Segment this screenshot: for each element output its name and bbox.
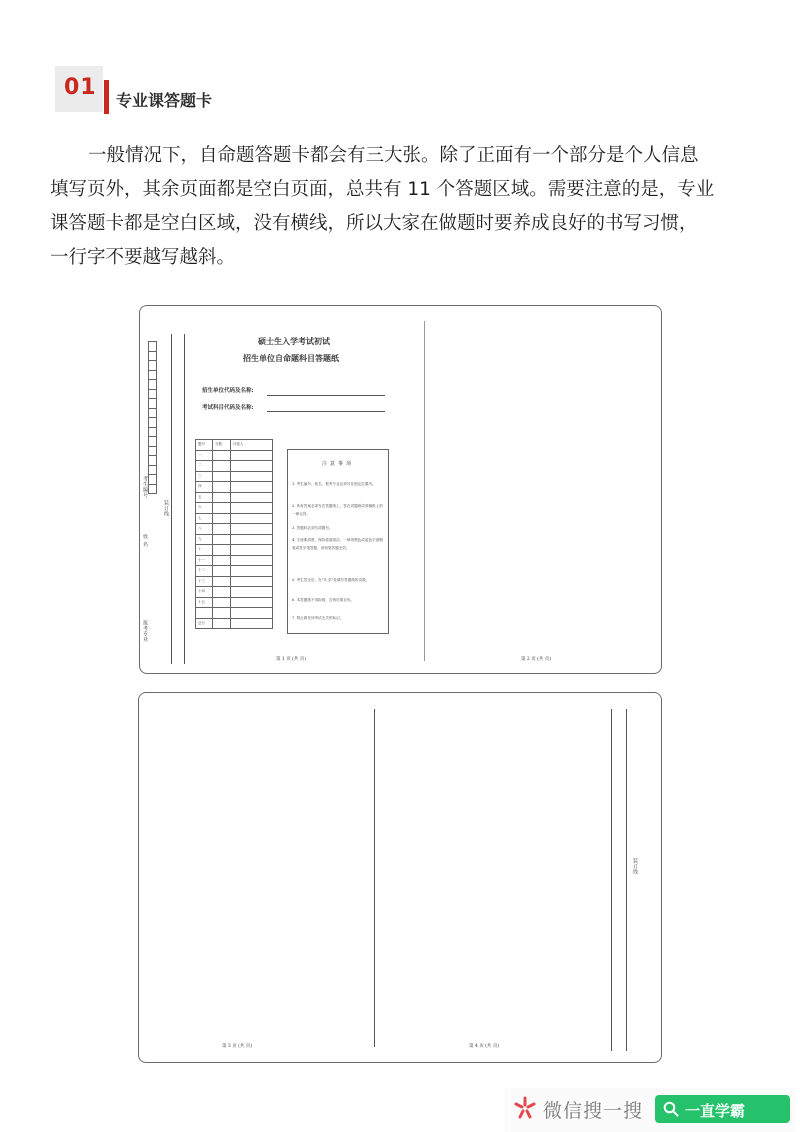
side-label-major: 报考专业 [142, 620, 148, 642]
table-header: 分数 [213, 440, 231, 451]
grader-cell[interactable] [231, 450, 273, 461]
grader-cell[interactable] [231, 503, 273, 514]
question-number: 总分 [196, 618, 213, 629]
paragraph-line: 填写页外，其余页面都是空白页面，总共有 11 个答题区域。需要注意的是，专业 [50, 179, 715, 200]
question-number: 十三 [196, 576, 213, 587]
question-number: 九 [196, 534, 213, 545]
answer-sheet-back [138, 692, 662, 1063]
score-table [195, 439, 273, 629]
table-row [196, 503, 273, 514]
paragraph-line: 一行字不要越写越斜。 [50, 247, 236, 268]
grader-cell[interactable] [231, 587, 273, 598]
grader-cell[interactable] [231, 471, 273, 482]
question-number: 七 [196, 513, 213, 524]
notice-box [287, 449, 389, 634]
page-number-1: 第 1 页 (共 页) [276, 657, 307, 662]
table-row [196, 608, 273, 619]
table-row [196, 587, 273, 598]
question-number: 四 [196, 482, 213, 493]
page-divider [374, 709, 375, 1047]
question-number: 二 [196, 461, 213, 472]
grader-cell[interactable] [231, 492, 273, 503]
table-header: 题号 [196, 440, 213, 451]
score-cell[interactable] [213, 524, 231, 535]
notice-item: 7. 禁止做任何考试无关的标记。 [292, 616, 344, 620]
wechat-search-icon [513, 1096, 537, 1124]
question-number: 十一 [196, 555, 213, 566]
score-cell[interactable] [213, 471, 231, 482]
binding-line-2 [626, 709, 627, 1051]
grader-cell[interactable] [231, 576, 273, 587]
grader-cell[interactable] [231, 555, 273, 566]
table-row [196, 534, 273, 545]
score-cell[interactable] [213, 513, 231, 524]
binding-line-2 [184, 334, 185, 664]
account-name: 一直学霸 [685, 1102, 746, 1120]
score-cell[interactable] [213, 597, 231, 608]
question-number: 十五 [196, 597, 213, 608]
question-number: 五 [196, 492, 213, 503]
table-row [196, 566, 273, 577]
notice-item: 2. 所有答案必须写在答题纸上，答在试题纸或草稿纸上的一律无效。 [292, 504, 383, 516]
table-row [196, 576, 273, 587]
score-cell[interactable] [213, 503, 231, 514]
page-number-4: 第 4 页 (共 页) [469, 1044, 500, 1049]
grader-cell[interactable] [231, 566, 273, 577]
section-number: 01 [64, 75, 97, 100]
table-row [196, 471, 273, 482]
side-label-binding: 装订线 [163, 500, 169, 517]
grader-cell[interactable] [231, 524, 273, 535]
grader-cell[interactable] [231, 618, 273, 629]
score-cell[interactable] [213, 482, 231, 493]
score-cell[interactable] [213, 587, 231, 598]
grader-cell[interactable] [231, 545, 273, 556]
section-accent-bar [104, 80, 109, 114]
account-search-badge[interactable] [655, 1095, 790, 1123]
table-header-row [196, 440, 273, 451]
unit-code-input-line [267, 395, 385, 396]
table-header: 评卷人 [231, 440, 273, 451]
binding-label: 装订线 [632, 858, 638, 875]
question-number: 三 [196, 471, 213, 482]
grader-cell[interactable] [231, 461, 273, 472]
intro-paragraph [50, 139, 755, 275]
question-number: 六 [196, 503, 213, 514]
table-row [196, 513, 273, 524]
grader-cell[interactable] [231, 608, 273, 619]
paragraph-line: 课答题卡都是空白区域，没有横线，所以大家在做题时要养成良好的书写习惯， [50, 213, 698, 234]
score-cell[interactable] [213, 492, 231, 503]
notice-item: 3. 答题时必须写清题号。 [292, 526, 333, 530]
table-row [196, 461, 273, 472]
subject-code-input-line [267, 411, 385, 412]
table-row [196, 618, 273, 629]
table-row [196, 482, 273, 493]
score-cell[interactable] [213, 534, 231, 545]
binding-line-1 [611, 709, 612, 1051]
side-label-name: 姓 名 [142, 534, 148, 548]
score-cell[interactable] [213, 555, 231, 566]
section-title: 专业课答题卡 [116, 91, 213, 110]
binding-line-1 [171, 334, 172, 664]
candidate-code-grid [148, 341, 157, 494]
grader-cell[interactable] [231, 513, 273, 524]
score-cell[interactable] [213, 566, 231, 577]
notice-title: 注意事项 [321, 461, 354, 467]
side-label-candidate-no: 考生编号 [142, 476, 148, 498]
table-row [196, 545, 273, 556]
question-number: 一 [196, 450, 213, 461]
page-divider [424, 321, 425, 661]
notice-item: 1. 考生编号、姓名、报考专业必须写在指定位置内。 [292, 482, 376, 486]
paragraph-line: 一般情况下，自命题答题卡都会有三大张。除了正面有一个部分是个人信息 [88, 145, 699, 166]
score-cell[interactable] [213, 545, 231, 556]
question-number: 十二 [196, 566, 213, 577]
notice-item: 4. 字迹要清楚，保持卷面清洁，一律用黑色或蓝色字迹钢笔或签字笔答题，用铅笔答题无效。 [292, 538, 383, 550]
card-title: 硕士生入学考试初试 [258, 336, 330, 346]
notice-item: 6. 本答题纸不得拆散，否则后果自负。 [292, 598, 355, 602]
table-row [196, 524, 273, 535]
table-row [196, 555, 273, 566]
question-number: 十四 [196, 587, 213, 598]
wechat-search-label: 微信搜一搜 [543, 1100, 644, 1122]
question-number: 八 [196, 524, 213, 535]
page-number-3: 第 3 页 (共 页) [222, 1044, 253, 1049]
answer-sheet-front [139, 305, 662, 674]
grader-cell[interactable] [231, 534, 273, 545]
search-icon [663, 1101, 679, 1117]
score-cell[interactable] [213, 608, 231, 619]
notice-item: 5. 考生答完后，在"共 页"处填写答题纸的页数。 [292, 578, 370, 582]
page-number-2: 第 2 页 (共 页) [521, 657, 552, 662]
unit-code-label: 招生单位代码及名称: [202, 388, 254, 394]
grader-cell[interactable] [231, 482, 273, 493]
question-number [196, 608, 213, 619]
question-number: 十 [196, 545, 213, 556]
score-cell[interactable] [213, 618, 231, 629]
subject-code-label: 考试科目代码及名称: [202, 405, 254, 411]
grader-cell[interactable] [231, 597, 273, 608]
table-row [196, 492, 273, 503]
score-cell[interactable] [213, 450, 231, 461]
score-cell[interactable] [213, 576, 231, 587]
card-subtitle: 招生单位自命题科目答题纸 [243, 353, 339, 363]
table-row [196, 597, 273, 608]
table-row [196, 450, 273, 461]
score-cell[interactable] [213, 461, 231, 472]
